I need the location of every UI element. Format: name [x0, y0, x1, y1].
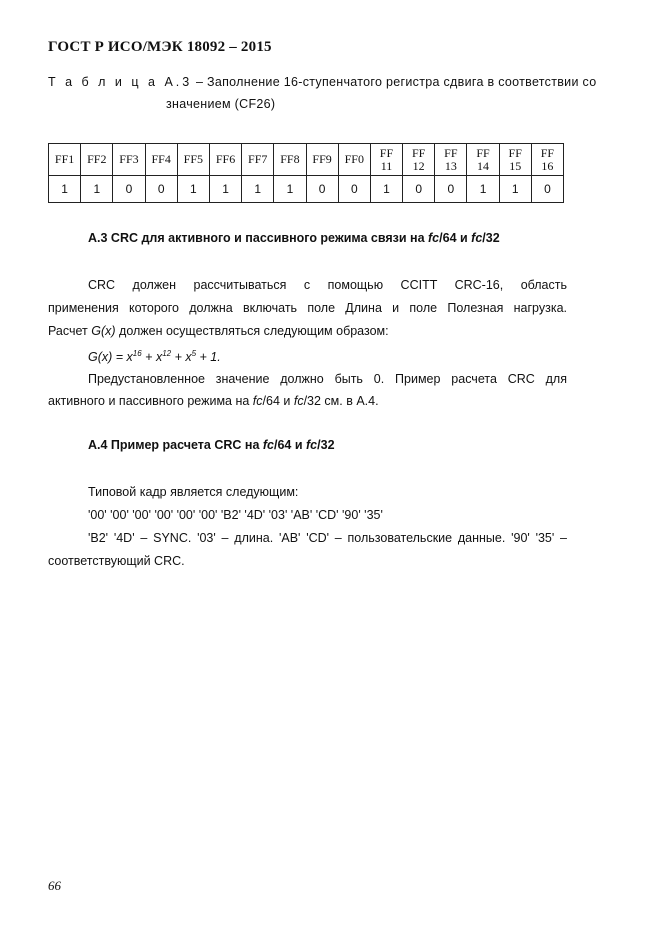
table-value-cell: 1: [499, 176, 531, 203]
table-header-cell: FF1: [49, 144, 81, 176]
table-header-cell: FF 14: [467, 144, 499, 176]
frame-bytes-line: '00' '00' '00' '00' '00' '00' 'B2' '4D' '03' 'AB' 'CD' '90' '35': [88, 508, 383, 522]
page-number: 66: [48, 878, 61, 893]
table-header-cell: FF 11: [370, 144, 402, 176]
fc-symbol: fc: [293, 394, 304, 408]
table-header-cell: FF5: [177, 144, 209, 176]
table-value-cell: 0: [306, 176, 338, 203]
table-header-cell: FF 16: [531, 144, 563, 176]
section-a4-title-mid: /64 и: [274, 438, 307, 452]
table-header-cell: FF 15: [499, 144, 531, 176]
table-value-row: [49, 176, 564, 203]
table-value-cell: 0: [338, 176, 370, 203]
section-a4-title-suffix: /32: [317, 438, 335, 452]
table-value-cell: 1: [209, 176, 241, 203]
table-value-cell: 0: [403, 176, 435, 203]
table-header-cell: FF7: [242, 144, 274, 176]
gx-symbol: G(x): [91, 324, 116, 338]
section-a4-title-text: А.4 Пример расчета CRC на: [88, 438, 263, 452]
fc-symbol: fc: [471, 231, 483, 245]
document-header: ГОСТ Р ИСО/МЭК 18092 – 2015: [48, 39, 272, 55]
table-value-cell: 1: [177, 176, 209, 203]
paragraph-line: применения которого должна включать поле Длина и поле Полезная нагрузка.: [48, 301, 567, 315]
table-header-cell: FF9: [306, 144, 338, 176]
crc-polynomial-formula: $G(x) = x^{16} + x^{12} + x^5 + 1$.: [88, 349, 221, 365]
table-value-cell: 1: [242, 176, 274, 203]
section-a4-title: [88, 438, 335, 452]
section-a3-title-suffix: /32: [482, 231, 500, 245]
table-caption-text: – Заполнение 16-ступенчатого регистра сдвига в соответствии со: [192, 75, 597, 89]
paragraph-line: Расчет G(x) должен осуществляться следующим образом:: [48, 324, 389, 338]
table-value-cell: 0: [531, 176, 563, 203]
table-header-cell: FF6: [209, 144, 241, 176]
table-header-cell: FF0: [338, 144, 370, 176]
fc-symbol: fc: [306, 438, 318, 452]
table-value-cell: 1: [81, 176, 113, 203]
table-header-row: [49, 144, 564, 176]
table-caption: [48, 71, 628, 115]
paragraph-line: соответствующий CRC.: [48, 554, 185, 568]
table-value-cell: 1: [370, 176, 402, 203]
section-a3-title-mid: /64 и: [439, 231, 472, 245]
paragraph-line: Типовой кадр является следующим:: [88, 485, 299, 499]
paragraph-line: активного и пассивного режима на fc/64 и fc/32 см. в А.4.: [48, 394, 379, 408]
table-caption-text-line2: значением (CF26): [166, 97, 276, 111]
table-value-cell: 0: [113, 176, 145, 203]
section-a3-title: [88, 231, 500, 245]
paragraph-line: 'B2' '4D' – SYNC. '03' – длина. 'AB' 'CD' – пользовательские данные. '90' '35' –: [88, 531, 567, 545]
table-value-cell: 1: [467, 176, 499, 203]
table-value-cell: 1: [49, 176, 81, 203]
table-header-cell: FF 12: [403, 144, 435, 176]
table-header-cell: FF4: [145, 144, 177, 176]
table-header-cell: FF2: [81, 144, 113, 176]
table-value-cell: 1: [274, 176, 306, 203]
table-header-cell: FF8: [274, 144, 306, 176]
fc-symbol: fc: [428, 231, 440, 245]
table-value-cell: 0: [435, 176, 467, 203]
section-a3-title-text: А.3 CRC для активного и пассивного режима связи на: [88, 231, 429, 245]
table-header-cell: FF3: [113, 144, 145, 176]
shift-register-table: [48, 143, 564, 203]
paragraph-line: CRC должен рассчитываться с помощью CCITT CRC-16, область: [88, 278, 567, 292]
fc-symbol: fc: [262, 438, 274, 452]
fc-symbol: fc: [252, 394, 263, 408]
table-header-cell: FF 13: [435, 144, 467, 176]
paragraph-line: Предустановленное значение должно быть 0. Пример расчета CRC для: [88, 372, 567, 386]
table-caption-label: Т а б л и ц а А.3: [48, 75, 193, 89]
table-value-cell: 0: [145, 176, 177, 203]
